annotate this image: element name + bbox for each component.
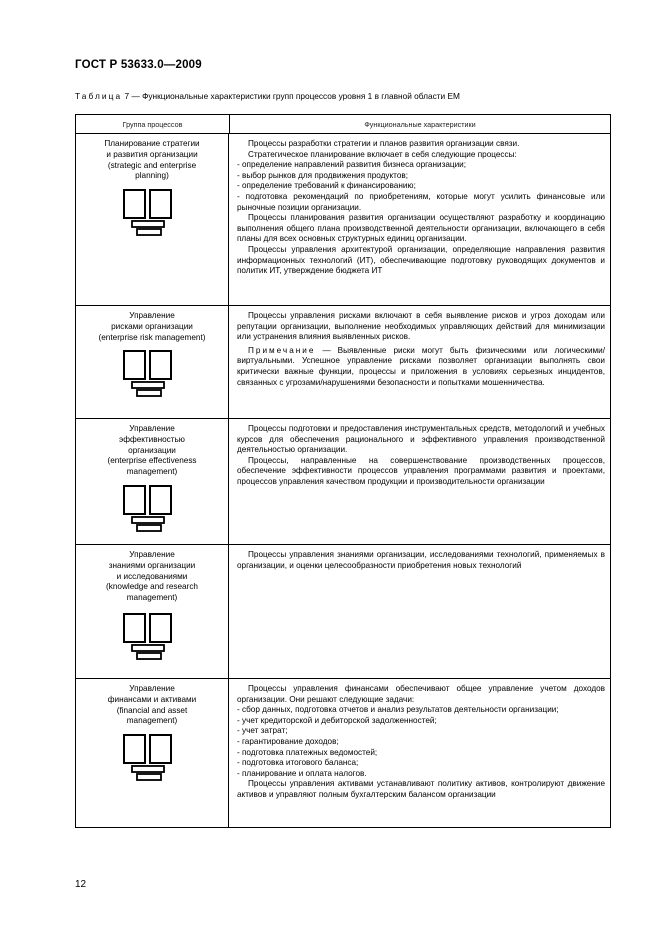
table-row xyxy=(76,679,610,827)
process-grid-icon xyxy=(122,188,182,244)
process-group-cell xyxy=(76,679,229,827)
group-name-line: management) xyxy=(126,716,178,726)
group-name-line: management) xyxy=(126,467,178,477)
list-item: - выбор рынков для продвижения продуктов; xyxy=(237,170,409,180)
document-header: ГОСТ Р 53633.0—2009 xyxy=(75,59,202,71)
paragraph: Процессы планирования развития организации осуществляют разработку и координацию выполнения общего плана производственной деятельности организации, включающего в себя планы для всех основных структурных единиц организации. xyxy=(237,213,605,244)
group-name-line: Управление xyxy=(129,311,175,320)
process-grid-icon xyxy=(122,612,182,668)
group-name-line: Управление xyxy=(129,550,175,559)
process-group-cell xyxy=(76,545,229,678)
paragraph: Стратегическое планирование включает в себя следующие процессы: xyxy=(248,149,517,159)
table-caption xyxy=(75,91,460,101)
column-header-group: Группа процессов xyxy=(76,115,230,133)
list-item: - гарантирование доходов; xyxy=(237,736,339,746)
paragraph: Процессы управления активами устанавливают политику активов, контролируют движение активов и управляют полным бухгалтерским балансом организации xyxy=(237,779,605,799)
table-row xyxy=(76,419,610,545)
process-group-cell xyxy=(76,306,229,418)
paragraph: Процессы управления рисками включают в себя выявление рисков и угроз доходам или репутации организации, выполнение необходимых управляющих действий для минимизации или устранения влияния выявленных рисков. xyxy=(237,311,605,342)
group-name-line: (strategic and enterprise xyxy=(107,160,197,170)
group-name-line: и исследованиями xyxy=(116,571,188,581)
process-grid-icon xyxy=(122,733,182,789)
group-name-line: эффективностью xyxy=(119,434,185,444)
table-row xyxy=(76,306,610,419)
list-item: - подготовка платежных ведомостей; xyxy=(237,747,378,757)
group-name-line: (financial and asset xyxy=(116,705,188,715)
characteristics-cell xyxy=(229,419,610,544)
process-grid-icon xyxy=(122,484,182,540)
group-name-line: (enterprise risk management) xyxy=(98,332,206,342)
paragraph: Процессы управления знаниями организации, исследованиями технологий, применяемых в организации, и оценки целесообразности приобретения новых технологий xyxy=(237,550,605,570)
list-item: - сбор данных, подготовка отчетов и анализ результатов деятельности организации; xyxy=(237,705,559,715)
characteristics-cell xyxy=(229,545,610,678)
characteristics-cell xyxy=(229,306,610,418)
paragraph: Процессы подготовки и предоставления инструментальных средств, методологий и учебных курсов для обеспечения рационального и эффективного управления производственной деятельностью организации. xyxy=(237,424,605,455)
table-caption-text: 7 — Функциональные характеристики групп процессов уровня 1 в главной области ЕМ xyxy=(124,91,460,101)
table-row xyxy=(76,134,610,306)
table-header xyxy=(76,115,610,134)
table-caption-prefix: Таблица xyxy=(75,91,123,101)
list-item: - планирование и оплата налогов. xyxy=(237,768,367,778)
paragraph: Процессы разработки стратегии и планов развития организации связи. xyxy=(248,139,520,148)
note-text: — Выявленные риски могут быть физическими или логическими/виртуальными. Успешное управление рисками позволяет организации выполнять свои критически важные функции, процессы и приложения в условиях серьезных инцидентов, связанных с угрозами/нарушениями безопасности и попытками мошенничества. xyxy=(237,345,605,387)
column-header-characteristics: Функциональные характеристики xyxy=(364,119,476,129)
group-name-line: Управление xyxy=(129,684,175,693)
group-name-line: planning) xyxy=(135,171,169,181)
paragraph: Процессы, направленные на совершенствование производственных процессов, обеспечение эффективности процессов управления программами развития и проектами, процессов управления качеством продукции и производительности организации xyxy=(237,455,605,486)
paragraph: Процессы управления архитектурой организации, определяющие направления развития информационных технологий (ИТ), обеспечивающие подготовку руководящих документов и политик ИТ, утверждение бюджета ИТ xyxy=(237,244,605,276)
note-label: Примечание xyxy=(248,345,316,355)
list-item: - определение направлений развития бизнеса организации; xyxy=(237,160,466,170)
group-name-line: и развития организации xyxy=(106,149,198,159)
group-name-line: знаниями организации xyxy=(108,560,196,570)
characteristics-cell xyxy=(229,679,610,827)
table-row xyxy=(76,545,610,679)
group-name-line: Управление xyxy=(129,424,175,433)
characteristics-cell xyxy=(229,134,610,305)
process-group-cell xyxy=(76,134,229,305)
list-item: - учет кредиторской и дебиторской задолженностей; xyxy=(237,715,437,725)
list-item: - подготовка рекомендаций по приобретениям, которые могут усилить финансовые или рыночные позиции организации. xyxy=(237,191,605,212)
note-paragraph xyxy=(237,346,605,388)
group-name-line: (enterprise effectiveness xyxy=(107,456,197,466)
group-name-line: Планирование стратегии xyxy=(104,139,200,148)
functional-characteristics-table xyxy=(75,114,611,828)
list-item: - определение требований к финансированию; xyxy=(237,181,416,191)
process-grid-icon xyxy=(122,349,182,405)
list-item: - учет затрат; xyxy=(237,726,288,736)
paragraph: Процессы управления финансами обеспечивают общее управление учетом доходов организации. Они решают следующие задачи: xyxy=(237,684,605,704)
group-name-line: организации xyxy=(128,445,176,455)
process-group-cell xyxy=(76,419,229,544)
group-name-line: management) xyxy=(126,593,178,603)
group-name-line: (knowledge and research xyxy=(106,582,198,592)
page-number: 12 xyxy=(75,879,87,890)
list-item: - подготовка итогового баланса; xyxy=(237,758,359,768)
group-name-line: рисками организации xyxy=(111,321,193,331)
group-name-line: финансами и активами xyxy=(107,694,197,704)
